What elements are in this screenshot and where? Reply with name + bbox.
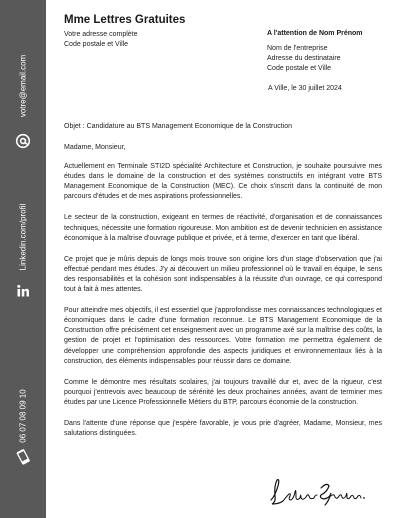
handwritten-signature xyxy=(269,468,369,512)
sender-postal-city: Code postale et Ville xyxy=(64,41,129,48)
letter-object: Objet : Candidature au BTS Management Economique de la Construction xyxy=(64,123,293,130)
recipient-attention: A l'attention de Nom Prénom xyxy=(267,30,363,37)
linkedin-icon xyxy=(15,283,31,299)
at-icon xyxy=(15,133,31,149)
recipient-address: Adresse du destinataire xyxy=(267,55,341,62)
salutation: Madame, Monsieur, xyxy=(64,144,126,151)
paragraph-2: Le secteur de la construction, exigeant en termes de réactivité, d'organisation et de connaissances techniques, nécessite une formation rigoureuse. Mon ambition est de devenir technicien en assistance économique à la maîtrise d'ouvrage publique et privée, et à terme, d'exercer en tant que libéral. xyxy=(64,214,382,242)
recipient-postal-city: Code postale et Ville xyxy=(267,65,332,72)
paragraph-3: Ce projet que je mûris depuis de longs mois trouve son origine lors d'un stage d'observation que j'ai effectué pendant mes études. J'y ai découvert un milieu professionnel où le travail en équipe, le sens des responsabilités et la cohésion sont indispensables à la réussite d'un ouvrage, ce qui correspond tout à fait à mes attentes. xyxy=(64,255,382,294)
paragraph-6: Dans l'attente d'une réponse que j'espère favorable, je vous prie d'agréer, Madame, Monsieur, mes salutations distinguées. xyxy=(64,419,382,438)
paragraph-5: Comme le démontre mes résultats scolaires, j'ai toujours travaillé dur et, avec de la rigueur, c'est pourquoi j'entrevois avec beaucoup de sérénité les deux prochaines années, avant de terminer mes études par une Licence Professionnelle Métiers du BTP, parcours économie de la construction. xyxy=(64,378,382,406)
letter-date: A Ville, le 30 juillet 2024 xyxy=(268,85,342,92)
recipient-company: Nom de l'entreprise xyxy=(267,45,328,52)
phone-icon xyxy=(15,449,31,465)
paragraph-4: Pour atteindre mes objectifs, il est essentiel que j'approfondisse mes connaissances technologiques et économiques dans le cadre d'une formation reconnue. Le BTS Management Economique de la Construction offre précisément cet enseignement avec un programme axé sur la maîtrise des coûts, la gestion de projet et l'optimisation des ressources. Votre formation me permettra également de développer une compréhension approfondie des aspects juridiques et environnementaux liés à la construction, des éléments indispensables pour réussir dans ce domaine. xyxy=(64,307,382,365)
paragraph-1: Actuellement en Terminale STI2D spécialité Architecture et Construction, je souhaite poursuivre mes études dans le domaine de la construction et des systèmes constructifs en intégrant votre BTS Management Economique de la Construction (MEC). Ce choix s'inscrit dans la continuité de mon parcours d'études et de mes aspirations professionnelles. xyxy=(64,163,382,201)
sender-name: Mme Lettres Gratuites xyxy=(64,14,186,26)
email-text: votre@email.com xyxy=(18,54,28,118)
letter-body xyxy=(64,143,382,450)
linkedin-text: Linkedin.com/profil xyxy=(18,203,28,271)
sender-address: Votre adresse complète xyxy=(64,31,138,38)
phone-text: 06 07 08 09 10 xyxy=(18,389,28,443)
contact-sidebar xyxy=(0,0,46,518)
